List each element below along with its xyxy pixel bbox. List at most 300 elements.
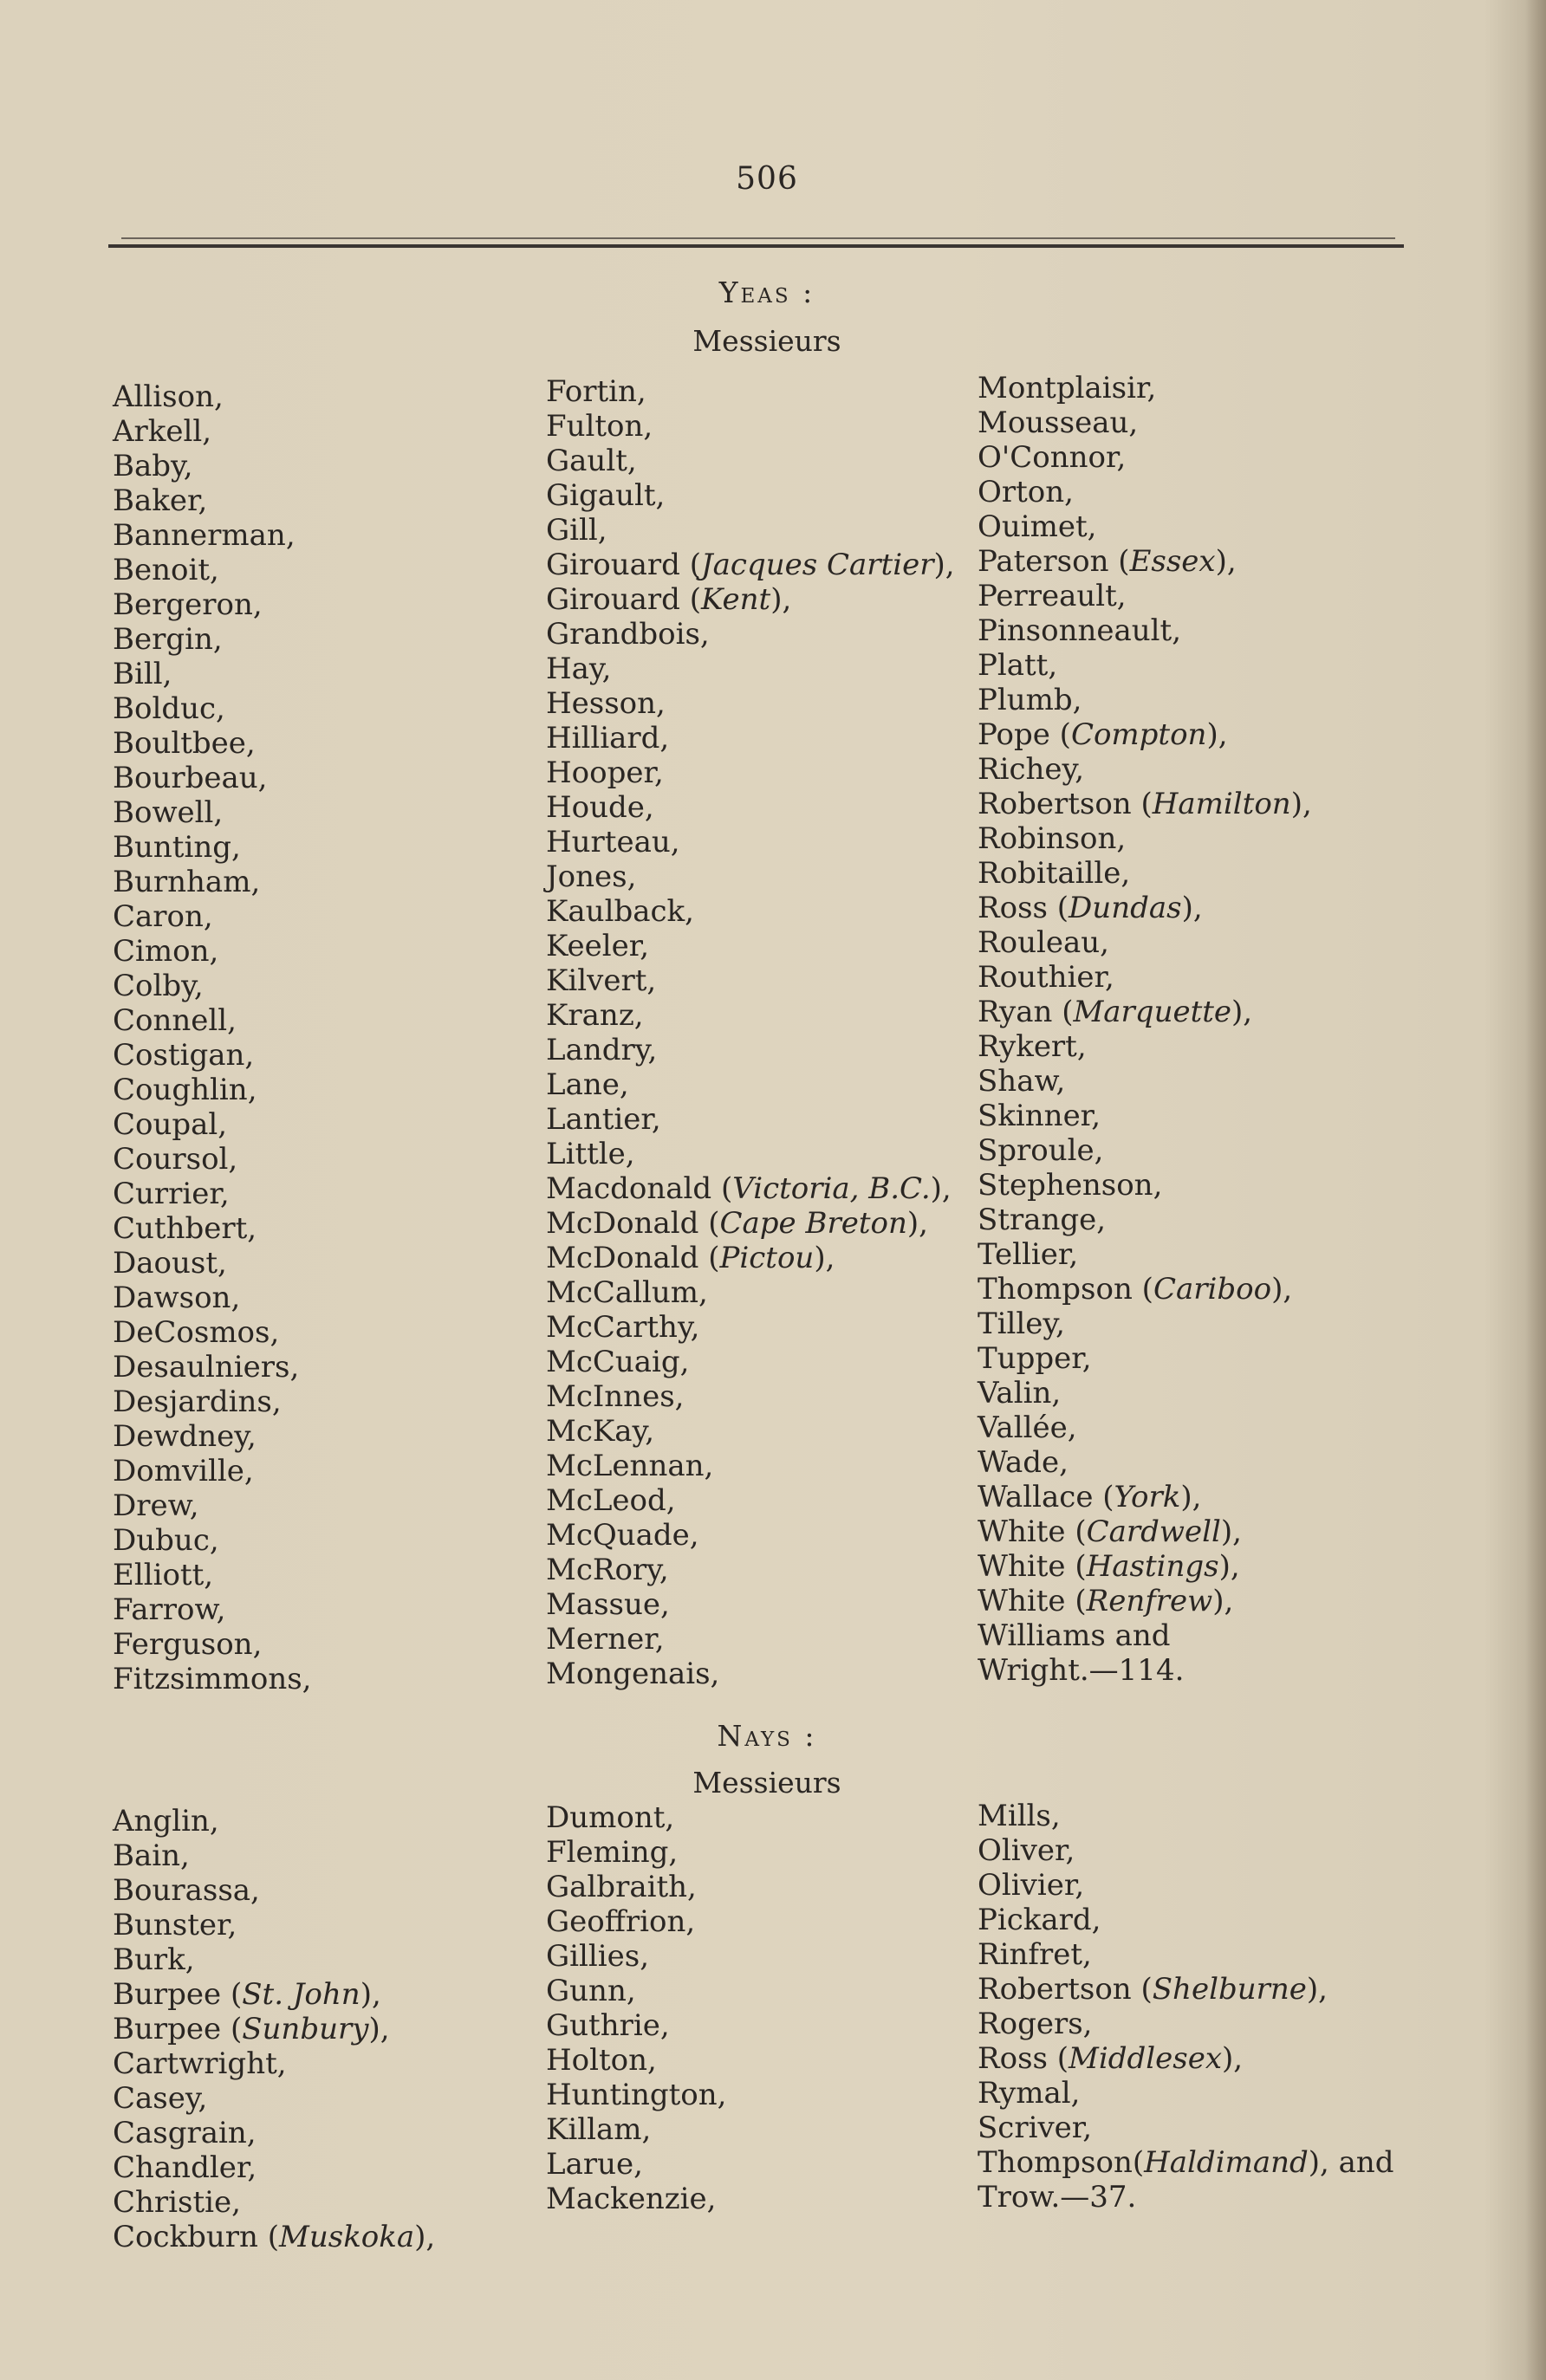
member-entry <box>978 1868 1394 1903</box>
member-riding: York <box>1114 1480 1181 1514</box>
member-entry <box>978 1799 1394 1833</box>
member-entry <box>978 1972 1394 2007</box>
member-entry <box>113 1281 311 1315</box>
member-entry <box>978 440 1312 475</box>
member-entry <box>546 1414 955 1449</box>
member-name: Fitzsimmons, <box>113 1662 312 1696</box>
member-riding: Shelburne <box>1152 1972 1307 2007</box>
nays-subheading: Messieurs <box>692 1766 841 1800</box>
member-entry <box>113 449 311 483</box>
member-riding: Kent <box>701 582 771 617</box>
member-punctuation: ), <box>930 1171 952 1206</box>
member-entry <box>978 821 1312 856</box>
member-entry <box>113 657 311 691</box>
member-name: Wallace <box>978 1480 1094 1514</box>
member-punctuation: ), <box>1215 544 1237 579</box>
member-entry <box>546 1904 726 1939</box>
member-entry <box>546 1622 955 1657</box>
member-name: McRory, <box>546 1553 669 1587</box>
nays-column-3 <box>978 1799 1394 2215</box>
member-name: Bill, <box>113 657 172 691</box>
member-name: Bourbeau, <box>113 761 268 795</box>
page-edge-shadow <box>1525 0 1546 2380</box>
member-entry <box>113 1977 435 2012</box>
member-riding: Renfrew <box>1086 1584 1213 1618</box>
member-entry <box>978 717 1312 752</box>
member-entry <box>978 787 1312 821</box>
member-entry <box>546 1870 726 1904</box>
member-entry <box>113 1908 435 1942</box>
member-name: Elliott, <box>113 1558 214 1592</box>
member-name: Rouleau, <box>978 925 1109 960</box>
member-punctuation: ), <box>770 582 792 617</box>
member-entry <box>113 795 311 830</box>
member-entry <box>113 969 311 1003</box>
member-name: Galbraith, <box>546 1870 697 1904</box>
member-entry <box>113 1804 435 1839</box>
member-entry <box>978 579 1312 613</box>
member-riding: Muskoka <box>279 2220 415 2254</box>
member-name: Desaulniers, <box>113 1350 300 1385</box>
member-punctuation: ( <box>1049 717 1071 752</box>
member-entry <box>113 1627 311 1662</box>
member-entry <box>978 2145 1394 2180</box>
member-punctuation: ), <box>906 1206 928 1241</box>
yeas-column-1 <box>113 379 311 1696</box>
member-entry <box>113 2116 435 2150</box>
member-entry <box>113 899 311 934</box>
member-name: Geoffrion, <box>546 1904 696 1939</box>
member-name: Holton, <box>546 2043 657 2078</box>
member-name: Huntington, <box>546 2078 727 2112</box>
member-name: Burnham, <box>113 865 261 899</box>
member-entry <box>113 483 311 518</box>
member-name: Keeler, <box>546 929 650 963</box>
member-entry <box>113 1385 311 1419</box>
member-name: Drew, <box>113 1488 199 1523</box>
member-punctuation: ), <box>814 1241 835 1275</box>
nays-column-2 <box>546 1800 726 2216</box>
member-entry <box>546 1587 955 1622</box>
member-name: McCarthy, <box>546 1310 700 1345</box>
member-punctuation: ), <box>1206 717 1228 752</box>
member-entry <box>546 478 955 513</box>
member-entry <box>978 925 1312 960</box>
member-name: McLeod, <box>546 1483 676 1518</box>
member-name: Pinsonneault, <box>978 613 1181 648</box>
member-name: Fleming, <box>546 1835 679 1870</box>
member-punctuation: ( <box>1065 1549 1087 1584</box>
member-name: Vallée, <box>978 1410 1077 1445</box>
member-entry <box>113 1246 311 1281</box>
member-entry <box>113 1211 311 1246</box>
member-name: Ross <box>978 2041 1048 2076</box>
member-name: Ross <box>978 891 1048 925</box>
member-name: Hay, <box>546 652 612 686</box>
member-entry <box>113 1073 311 1107</box>
member-entry <box>978 856 1312 891</box>
member-punctuation: ( <box>1131 1972 1153 2007</box>
member-name: McCallum, <box>546 1275 708 1310</box>
member-entry <box>113 414 311 449</box>
member-name: Rogers, <box>978 2007 1093 2041</box>
member-punctuation: ), and <box>1308 2145 1394 2180</box>
member-punctuation: ( <box>257 2220 280 2254</box>
member-name: Wright.—114. <box>978 1653 1185 1688</box>
member-punctuation: ( <box>1132 2145 1145 2180</box>
member-entry <box>113 1942 435 1977</box>
member-name: Boultbee, <box>113 726 256 761</box>
member-name: Bunster, <box>113 1908 237 1942</box>
member-entry <box>546 1553 955 1587</box>
member-entry <box>546 617 955 652</box>
member-punctuation: ( <box>679 548 702 582</box>
member-entry <box>978 1514 1312 1549</box>
member-name: Bunting, <box>113 830 241 865</box>
member-name: Mackenzie, <box>546 2182 717 2216</box>
member-name: McLennan, <box>546 1449 714 1483</box>
member-entry <box>978 2180 1394 2215</box>
member-entry <box>113 1142 311 1177</box>
member-entry <box>978 1618 1312 1653</box>
member-name: Colby, <box>113 969 204 1003</box>
member-punctuation: ( <box>1052 995 1074 1029</box>
member-entry <box>113 1107 311 1142</box>
member-entry <box>978 1480 1312 1514</box>
member-entry <box>546 2147 726 2182</box>
member-name: Cimon, <box>113 934 219 969</box>
member-name: Houde, <box>546 790 654 825</box>
member-punctuation: ( <box>221 1977 243 2012</box>
member-entry <box>113 553 311 587</box>
member-entry <box>546 1206 955 1241</box>
member-name: Kranz, <box>546 998 644 1033</box>
member-entry <box>113 2012 435 2046</box>
member-entry <box>546 582 955 617</box>
member-riding: Cape Breton <box>719 1206 907 1241</box>
member-punctuation: ( <box>221 2012 243 2046</box>
member-name: Cuthbert, <box>113 1211 257 1246</box>
member-entry <box>978 475 1312 509</box>
member-name: Casey, <box>113 2081 208 2116</box>
member-name: Lantier, <box>546 1102 661 1137</box>
member-name: Girouard <box>546 582 680 617</box>
member-punctuation: ), <box>1306 1972 1328 2007</box>
member-name: Perreault, <box>978 579 1127 613</box>
member-entry <box>113 622 311 657</box>
member-punctuation: ), <box>933 548 955 582</box>
member-name: Coupal, <box>113 1107 228 1142</box>
member-name: Girouard <box>546 548 680 582</box>
member-name: Orton, <box>978 475 1074 509</box>
member-entry <box>113 1873 435 1908</box>
member-entry <box>546 1974 726 2008</box>
member-name: Gigault, <box>546 478 666 513</box>
member-name: Mills, <box>978 1799 1061 1833</box>
member-entry <box>546 929 955 963</box>
member-entry <box>546 513 955 548</box>
member-entry <box>978 1653 1312 1688</box>
member-name: White <box>978 1514 1066 1549</box>
member-entry <box>546 756 955 790</box>
member-name: Casgrain, <box>113 2116 257 2150</box>
nays-heading: Nays : <box>717 1719 817 1753</box>
member-entry <box>113 1558 311 1592</box>
member-punctuation: ), <box>1290 787 1312 821</box>
member-riding: Compton <box>1070 717 1207 752</box>
member-name: Pickard, <box>978 1903 1101 1937</box>
member-name: Sproule, <box>978 1133 1104 1168</box>
member-name: Gillies, <box>546 1939 650 1974</box>
member-entry <box>546 2008 726 2043</box>
member-name: Anglin, <box>113 1804 219 1839</box>
member-entry <box>978 1341 1312 1376</box>
member-name: Plumb, <box>978 683 1082 717</box>
member-entry <box>546 409 955 444</box>
member-entry <box>546 998 955 1033</box>
member-punctuation: ( <box>1065 1584 1087 1618</box>
member-entry <box>546 1102 955 1137</box>
member-name: Montplaisir, <box>978 371 1157 405</box>
member-name: Bergin, <box>113 622 223 657</box>
member-name: Dumont, <box>546 1800 675 1835</box>
member-punctuation: ( <box>679 582 702 617</box>
member-name: Arkell, <box>113 414 212 449</box>
member-name: Ferguson, <box>113 1627 263 1662</box>
member-name: McKay, <box>546 1414 655 1449</box>
member-name: Tellier, <box>978 1237 1079 1272</box>
member-entry <box>978 2041 1394 2076</box>
member-entry <box>546 790 955 825</box>
member-name: DeCosmos, <box>113 1315 280 1350</box>
member-riding: Haldimand <box>1144 2145 1309 2180</box>
member-name: Landry, <box>546 1033 658 1067</box>
member-entry <box>546 1275 955 1310</box>
member-punctuation: ( <box>1065 1514 1087 1549</box>
member-entry <box>978 613 1312 648</box>
member-entry <box>113 2185 435 2220</box>
member-entry <box>113 1592 311 1627</box>
member-name: Coursol, <box>113 1142 238 1177</box>
member-entry <box>546 859 955 894</box>
member-name: Ouimet, <box>978 509 1097 544</box>
member-name: Benoit, <box>113 553 219 587</box>
member-entry <box>978 752 1312 787</box>
member-entry <box>546 548 955 582</box>
member-entry <box>113 691 311 726</box>
yeas-heading: Yeas : <box>718 276 815 309</box>
member-name: Dawson, <box>113 1281 241 1315</box>
member-name: McQuade, <box>546 1518 699 1553</box>
member-name: Oliver, <box>978 1833 1075 1868</box>
member-entry <box>546 825 955 859</box>
member-name: Skinner, <box>978 1099 1101 1133</box>
member-entry <box>546 652 955 686</box>
member-name: Thompson <box>978 1272 1133 1307</box>
member-entry <box>113 379 311 414</box>
member-name: Paterson <box>978 544 1109 579</box>
member-riding: Sunbury <box>242 2012 369 2046</box>
member-name: Hooper, <box>546 756 664 790</box>
member-entry <box>113 934 311 969</box>
member-name: Farrow, <box>113 1592 226 1627</box>
member-entry <box>546 1345 955 1379</box>
member-entry <box>546 686 955 721</box>
member-punctuation: ), <box>1181 891 1203 925</box>
member-entry <box>113 1419 311 1454</box>
member-name: Cartwright, <box>113 2046 287 2081</box>
member-riding: Pictou <box>719 1241 815 1275</box>
member-entry <box>546 1657 955 1691</box>
member-entry <box>978 2111 1394 2145</box>
member-entry <box>113 1488 311 1523</box>
member-name: Dewdney, <box>113 1419 257 1454</box>
member-name: Pope <box>978 717 1050 752</box>
member-entry <box>546 721 955 756</box>
member-entry <box>978 648 1312 683</box>
member-entry <box>978 1376 1312 1410</box>
member-name: Bourassa, <box>113 1873 260 1908</box>
member-punctuation: ), <box>360 1977 381 2012</box>
member-entry <box>978 1203 1312 1237</box>
member-entry <box>978 1029 1312 1064</box>
member-name: McDonald <box>546 1241 699 1275</box>
member-name: Strange, <box>978 1203 1107 1237</box>
member-entry <box>113 2046 435 2081</box>
member-entry <box>113 865 311 899</box>
member-entry <box>978 509 1312 544</box>
member-punctuation: ( <box>711 1171 733 1206</box>
member-name: Caron, <box>113 899 213 934</box>
member-name: Baker, <box>113 483 208 518</box>
member-punctuation: ), <box>1220 1514 1242 1549</box>
member-punctuation: ( <box>698 1241 720 1275</box>
member-riding: Cardwell <box>1086 1514 1221 1549</box>
member-name: Connell, <box>113 1003 237 1038</box>
member-name: McInnes, <box>546 1379 685 1414</box>
member-name: Gault, <box>546 444 637 478</box>
member-entry <box>978 1410 1312 1445</box>
member-punctuation: ( <box>1047 891 1069 925</box>
member-name: Thompson <box>978 2145 1133 2180</box>
member-name: Bowell, <box>113 795 224 830</box>
member-punctuation: ), <box>414 2220 436 2254</box>
member-name: Allison, <box>113 379 224 414</box>
member-name: Macdonald <box>546 1171 712 1206</box>
member-name: Costigan, <box>113 1038 255 1073</box>
member-name: Rykert, <box>978 1029 1087 1064</box>
member-entry <box>113 2150 435 2185</box>
member-riding: Essex <box>1129 544 1216 579</box>
member-name: Williams and <box>978 1618 1171 1653</box>
member-entry <box>546 1033 955 1067</box>
member-entry <box>978 1903 1394 1937</box>
member-name: Dubuc, <box>113 1523 219 1558</box>
yeas-column-2 <box>546 374 955 1691</box>
member-entry <box>978 683 1312 717</box>
member-entry <box>978 2076 1394 2111</box>
member-name: Robertson <box>978 1972 1132 2007</box>
member-name: Domville, <box>113 1454 254 1488</box>
member-entry <box>113 2220 435 2254</box>
member-name: Fulton, <box>546 409 653 444</box>
header-rule <box>108 244 1404 248</box>
member-entry <box>978 2007 1394 2041</box>
yeas-column-3 <box>978 371 1312 1688</box>
member-name: Cockburn <box>113 2220 258 2254</box>
member-entry <box>978 1833 1394 1868</box>
member-entry <box>113 1523 311 1558</box>
member-name: Merner, <box>546 1622 665 1657</box>
member-entry <box>113 1839 435 1873</box>
member-entry <box>546 963 955 998</box>
member-entry <box>546 444 955 478</box>
member-entry <box>113 726 311 761</box>
member-name: Christie, <box>113 2185 241 2220</box>
member-entry <box>113 1003 311 1038</box>
member-punctuation: ( <box>1047 2041 1069 2076</box>
member-name: Tilley, <box>978 1307 1065 1341</box>
member-name: Bolduc, <box>113 691 225 726</box>
member-name: Larue, <box>546 2147 643 2182</box>
member-entry <box>546 1241 955 1275</box>
member-name: Bain, <box>113 1839 190 1873</box>
member-entry <box>978 1064 1312 1099</box>
member-entry <box>546 1310 955 1345</box>
member-name: Lane, <box>546 1067 629 1102</box>
member-name: Bannerman, <box>113 518 296 553</box>
member-name: Fortin, <box>546 374 646 409</box>
member-entry <box>113 830 311 865</box>
member-entry <box>113 1038 311 1073</box>
member-punctuation: ), <box>1222 2041 1244 2076</box>
member-name: Jones, <box>546 859 637 894</box>
member-entry <box>978 1237 1312 1272</box>
member-name: McDonald <box>546 1206 699 1241</box>
member-name: Hesson, <box>546 686 666 721</box>
header-rule-thin <box>121 237 1395 239</box>
member-entry <box>113 2081 435 2116</box>
member-entry <box>113 1454 311 1488</box>
member-entry <box>546 2112 726 2147</box>
member-name: Bergeron, <box>113 587 263 622</box>
member-riding: Victoria, B.C. <box>732 1171 931 1206</box>
member-name: O'Connor, <box>978 440 1127 475</box>
member-name: Burk, <box>113 1942 195 1977</box>
member-entry <box>978 1445 1312 1480</box>
member-riding: Marquette <box>1073 995 1232 1029</box>
member-name: Kaulback, <box>546 894 694 929</box>
member-entry <box>113 587 311 622</box>
member-name: White <box>978 1549 1066 1584</box>
member-name: Ryan <box>978 995 1053 1029</box>
member-name: Hilliard, <box>546 721 670 756</box>
member-entry <box>113 1662 311 1696</box>
member-riding: St. John <box>242 1977 361 2012</box>
member-name: Hurteau, <box>546 825 680 859</box>
member-riding: Jacques Cartier <box>701 548 934 582</box>
member-entry <box>978 995 1312 1029</box>
member-punctuation: ( <box>1093 1480 1114 1514</box>
member-entry <box>113 761 311 795</box>
member-punctuation: ), <box>1218 1549 1240 1584</box>
member-name: Desjardins, <box>113 1385 282 1419</box>
member-name: Kilvert, <box>546 963 657 998</box>
member-name: Killam, <box>546 2112 652 2147</box>
member-name: Grandbois, <box>546 617 710 652</box>
member-name: Olivier, <box>978 1868 1085 1903</box>
member-name: Little, <box>546 1137 635 1171</box>
